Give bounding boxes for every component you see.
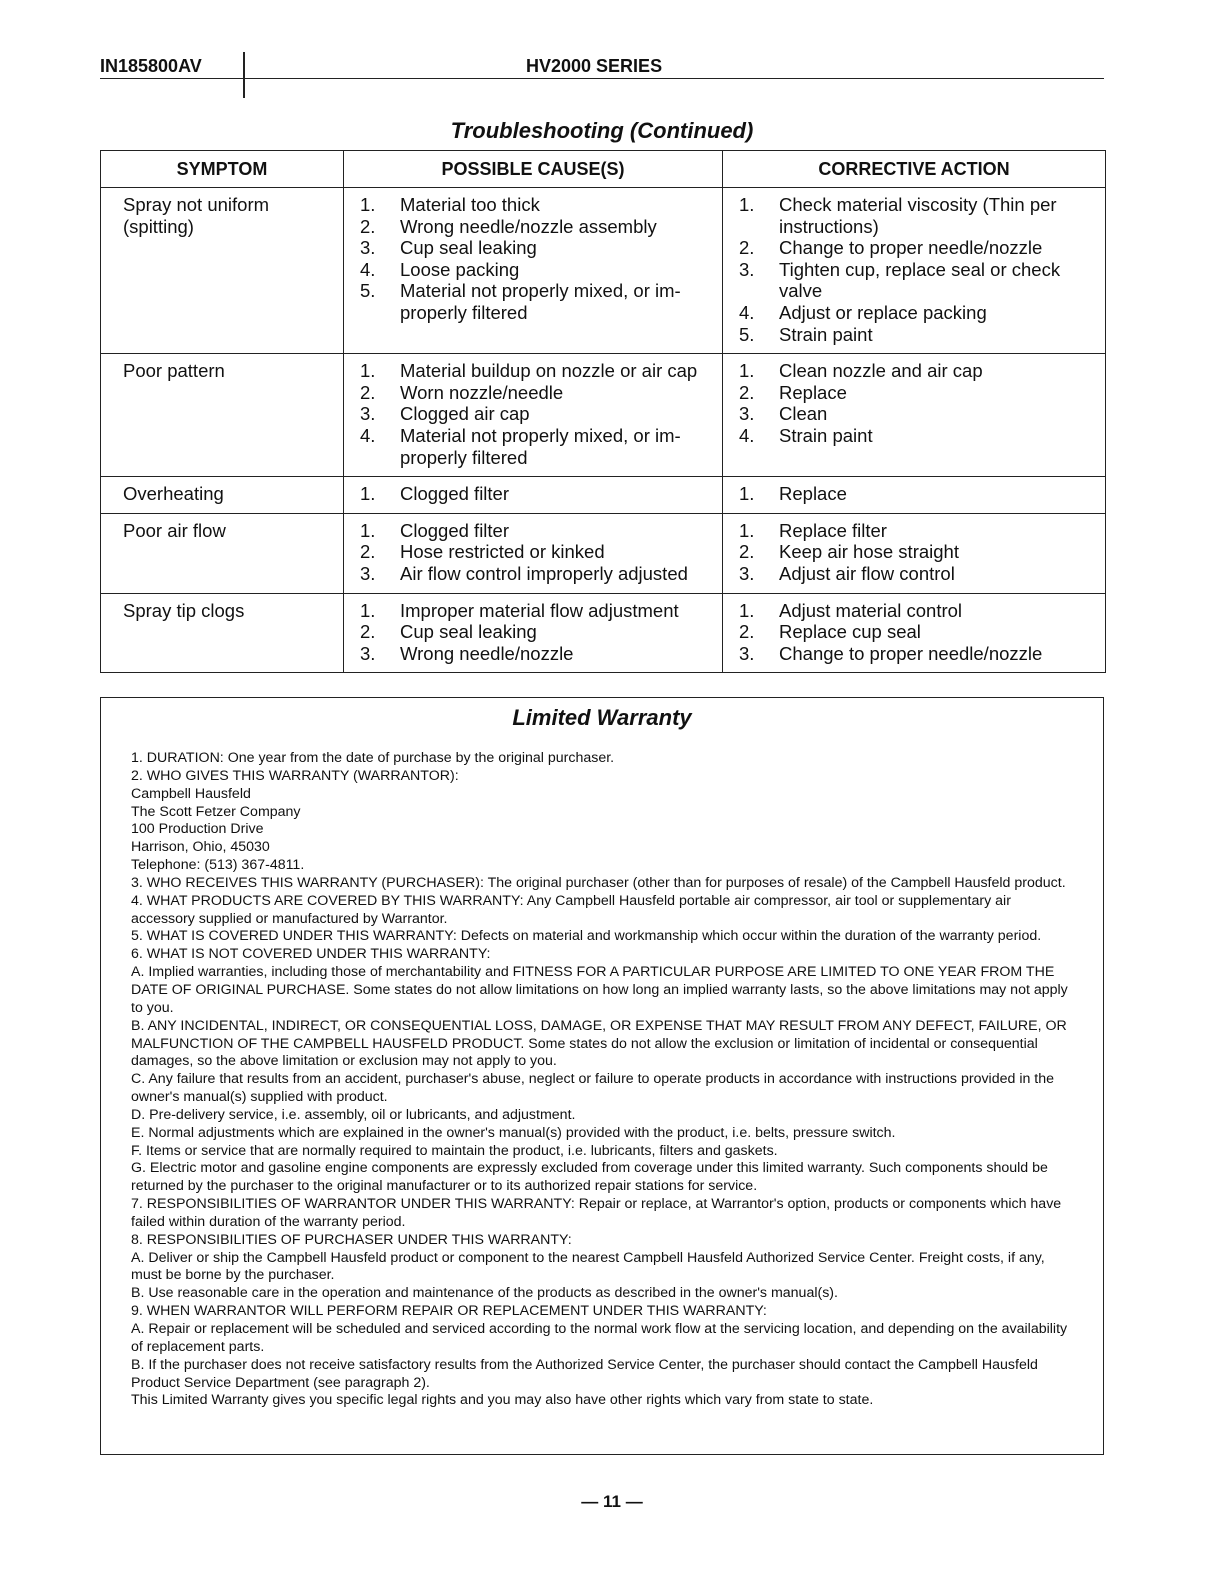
troubleshooting-body [101,188,1106,673]
table-header-row [101,151,1106,188]
cause-item [360,280,714,323]
action-text: Clean [779,403,828,425]
action-text: Strain paint [779,323,873,345]
series-title: HV2000 SERIES [526,56,663,76]
warranty-paragraph: A. Deliver or ship the Campbell Hausfeld product or component to the nearest Campbell Hausfeld Authorized Service Center. Freight costs, if any, must be borne by the purchaser. [131,1249,1045,1284]
symptom-cell: Spray tip clogs [101,593,344,673]
cause-text: Hose restricted or kinked [400,541,605,563]
warranty-paragraph: 7. RESPONSIBILITIES OF WARRANTOR UNDER THIS WARRANTY: Repair or replace, at Warrantor's option, products or components which have failed within duration of the warranty period. [131,1196,1062,1230]
page-number: — 11 — [581,1492,643,1511]
cause-text: Clogged filter [400,519,510,541]
symptom-cell: Spray not uniform (spitting) [101,188,344,354]
item-number: 2. [739,237,755,259]
item-number: 1. [360,194,376,215]
item-number: 3. [739,403,755,425]
item-number: 1. [739,194,755,215]
cause-text: Improper material flow adjustment [400,599,679,621]
cause-text: Material buildup on nozzle or air cap [400,360,698,382]
action-list [739,360,1097,446]
action-text: Replace [779,483,847,505]
action-item [739,259,1097,302]
action-text: Replace cup seal [779,621,921,643]
action-item [739,302,1097,324]
table-row [101,354,1106,477]
warranty-paragraph: 3. WHO RECEIVES THIS WARRANTY (PURCHASER): The original purchaser (other than for purposes of resale) of the Campbell Hausfeld product. [131,874,1066,891]
document-code: IN185800AV [100,56,202,76]
cause-list [360,194,714,324]
cause-text: Wrong needle/nozzle [400,642,574,664]
action-list [739,600,1097,665]
action-text: Adjust material control [779,599,963,621]
item-number: 4. [360,258,376,280]
action-text: Clean nozzle and air cap [779,360,983,382]
cause-cell [344,477,723,514]
item-number: 3. [360,403,376,425]
action-text: Replace filter [779,519,887,541]
action-text: Check material viscosity (Thin per instructions) [779,194,1057,237]
column-header-causes: POSSIBLE CAUSE(S) [344,151,723,188]
warranty-box [100,697,1104,1455]
cause-text: Material not properly mixed, or im-properly filtered [400,424,681,468]
warranty-paragraph: 6. WHAT IS NOT COVERED UNDER THIS WARRANTY: [131,946,491,963]
cause-cell [344,188,723,354]
cause-item [360,643,714,665]
action-cell [723,477,1106,514]
action-item [739,360,1097,382]
warranty-paragraph: B. If the purchaser does not receive satisfactory results from the Authorized Service Center, the purchaser should contact the Campbell Hausfeld Product Service Department (see paragraph 2). [131,1356,1038,1391]
warranty-paragraph: 1. DURATION: One year from the date of purchase by the original purchaser. [131,750,615,766]
warranty-paragraph: A. Implied warranties, including those of merchantability and FITNESS FOR A PARTICULAR PURPOSE ARE LIMITED TO ONE YEAR FROM THE DATE OF ORIGINAL PURCHASE. Some states do not allow limitations on how long an implied warranty lasts, so the above limitations may not apply to you. [131,964,1068,1016]
item-number: 2. [739,541,755,563]
item-number: 5. [739,323,755,345]
action-list [739,194,1097,345]
item-number: 1. [360,519,376,541]
troubleshooting-table [100,150,1106,673]
page-header [100,52,1104,98]
cause-cell [344,513,723,593]
cause-item [360,621,714,643]
item-number: 4. [739,301,755,323]
cause-text: Clogged air cap [400,403,530,425]
cause-item [360,360,714,382]
item-number: 4. [360,424,376,446]
action-text: Adjust air flow control [779,562,955,584]
action-cell [723,188,1106,354]
header-rule [100,78,1104,79]
warranty-paragraph: C. Any failure that results from an accident, purchaser's abuse, neglect or failure to operate products in accordance with instructions provided in the owner's manual(s) supplied with product. [131,1071,1055,1106]
cause-list [360,600,714,665]
warranty-paragraph: E. Normal adjustments which are explained in the owner's manual(s) provided with the product, i.e. belts, pressure switch. [131,1124,896,1141]
cause-text: Loose packing [400,258,520,280]
item-number: 1. [360,360,376,382]
item-number: 3. [360,562,376,584]
warranty-paragraph: Telephone: (513) 367-4811. [131,857,305,874]
warranty-paragraph: 5. WHAT IS COVERED UNDER THIS WARRANTY: Defects on material and workmanship which occur within the duration of the warranty period. [131,928,1042,945]
cause-cell [344,354,723,477]
item-number: 3. [739,258,755,280]
warranty-paragraph: F. Items or service that are normally required to maintain the product, i.e. lubricants, filters and gaskets. [131,1142,778,1159]
cause-list [360,483,714,505]
column-header-symptom: SYMPTOM [101,151,344,188]
item-number: 3. [739,562,755,584]
cause-list [360,520,714,585]
table-row [101,188,1106,354]
action-item [739,483,1097,505]
warranty-paragraph: 100 Production Drive [131,821,264,838]
item-number: 1. [739,519,755,541]
cause-item [360,237,714,259]
action-item [739,194,1097,237]
action-text: Change to proper needle/nozzle [779,237,1043,259]
column-header-action: CORRECTIVE ACTION [723,151,1106,188]
warranty-paragraph: B. ANY INCIDENTAL, INDIRECT, OR CONSEQUENTIAL LOSS, DAMAGE, OR EXPENSE THAT MAY RESULT FROM ANY DEFECT, FAILURE, OR MALFUNCTION OF THE CAMPBELL HAUSFELD PRODUCT. Some states do not allow the exclusion or limitation of incidental or consequential damages, so the above limitation or exclusion may not apply to you. [131,1017,1067,1070]
item-number: 2. [360,215,376,237]
action-cell [723,354,1106,477]
symptom-cell: Poor air flow [101,513,344,593]
action-list [739,483,1097,505]
action-item [739,563,1097,585]
item-number: 2. [360,541,376,563]
warranty-title: Limited Warranty [512,705,692,730]
cause-item [360,259,714,281]
warranty-paragraph: Harrison, Ohio, 45030 [131,839,270,856]
cause-item [360,520,714,542]
action-text: Strain paint [779,424,873,446]
action-item [739,324,1097,346]
cause-item [360,541,714,563]
item-number: 2. [360,381,376,403]
symptom-cell: Poor pattern [101,354,344,477]
cause-text: Material not properly mixed, or im-properly filtered [400,280,681,323]
item-number: 1. [739,360,755,382]
cause-item [360,194,714,216]
action-item [739,425,1097,447]
warranty-paragraph: B. Use reasonable care in the operation and maintenance of the products as described in the owner's manual(s). [131,1285,838,1302]
action-text: Tighten cup, replace seal or check valve [779,258,1061,302]
table-row [101,593,1106,673]
item-number: 1. [360,599,376,621]
table-row [101,513,1106,593]
action-item [739,403,1097,425]
warranty-paragraph: D. Pre-delivery service, i.e. assembly, oil or lubricants, and adjustment. [131,1106,576,1123]
cause-item [360,483,714,505]
warranty-paragraph: 2. WHO GIVES THIS WARRANTY (WARRANTOR): [131,767,459,784]
cause-item [360,216,714,238]
action-text: Keep air hose straight [779,541,959,563]
cause-text: Material too thick [400,194,540,215]
item-number: 1. [739,599,755,621]
cause-item [360,403,714,425]
action-item [739,643,1097,665]
warranty-paragraph: The Scott Fetzer Company [131,803,301,820]
action-item [739,382,1097,404]
item-number: 1. [360,483,376,505]
item-number: 1. [739,483,755,505]
cause-item [360,563,714,585]
action-item [739,600,1097,622]
action-cell [723,513,1106,593]
action-item [739,520,1097,542]
cause-text: Cup seal leaking [400,621,537,643]
item-number: 2. [360,621,376,643]
item-number: 3. [360,237,376,259]
troubleshooting-title: Troubleshooting (Continued) [450,118,754,143]
warranty-paragraph: 4. WHAT PRODUCTS ARE COVERED BY THIS WARRANTY: Any Campbell Hausfeld portable air compressor, air tool or supplementary air accessory supplied or manufactured by Warrantor. [131,892,1011,927]
action-cell [723,593,1106,673]
cause-item [360,600,714,622]
warranty-paragraph: A. Repair or replacement will be scheduled and serviced according to the normal work flow at the servicing location, and depending on the availability of replacement parts. [131,1321,1068,1355]
table-row [101,477,1106,514]
action-text: Replace [779,381,847,403]
action-text: Adjust or replace packing [779,301,987,323]
item-number: 3. [360,642,376,664]
cause-item [360,425,714,468]
action-item [739,541,1097,563]
cause-list [360,360,714,468]
header-divider [243,52,245,98]
warranty-paragraph: This Limited Warranty gives you specific legal rights and you may also have other rights which vary from state to state. [131,1392,874,1409]
cause-text: Wrong needle/nozzle assembly [400,215,657,237]
item-number: 5. [360,280,376,302]
cause-cell [344,593,723,673]
action-item [739,237,1097,259]
action-item [739,621,1097,643]
warranty-paragraph: 8. RESPONSIBILITIES OF PURCHASER UNDER THIS WARRANTY: [131,1231,572,1248]
item-number: 2. [739,381,755,403]
warranty-paragraph: Campbell Hausfeld [131,785,251,802]
item-number: 4. [739,424,755,446]
cause-text: Air flow control improperly adjusted [400,562,688,584]
warranty-text [131,750,1075,1410]
cause-text: Worn nozzle/needle [400,381,564,403]
item-number: 3. [739,642,755,664]
cause-text: Clogged filter [400,483,510,505]
item-number: 2. [739,621,755,643]
warranty-paragraph: G. Electric motor and gasoline engine components are expressly excluded from coverage under this limited warranty. Such components should be returned by the purchaser to the original manufacturer or to its authorized repair stations for service. [131,1160,1048,1195]
action-list [739,520,1097,585]
warranty-paragraph: 9. WHEN WARRANTOR WILL PERFORM REPAIR OR REPLACEMENT UNDER THIS WARRANTY: [131,1303,767,1320]
cause-item [360,382,714,404]
action-text: Change to proper needle/nozzle [779,642,1043,664]
symptom-cell: Overheating [101,477,344,514]
cause-text: Cup seal leaking [400,237,537,259]
